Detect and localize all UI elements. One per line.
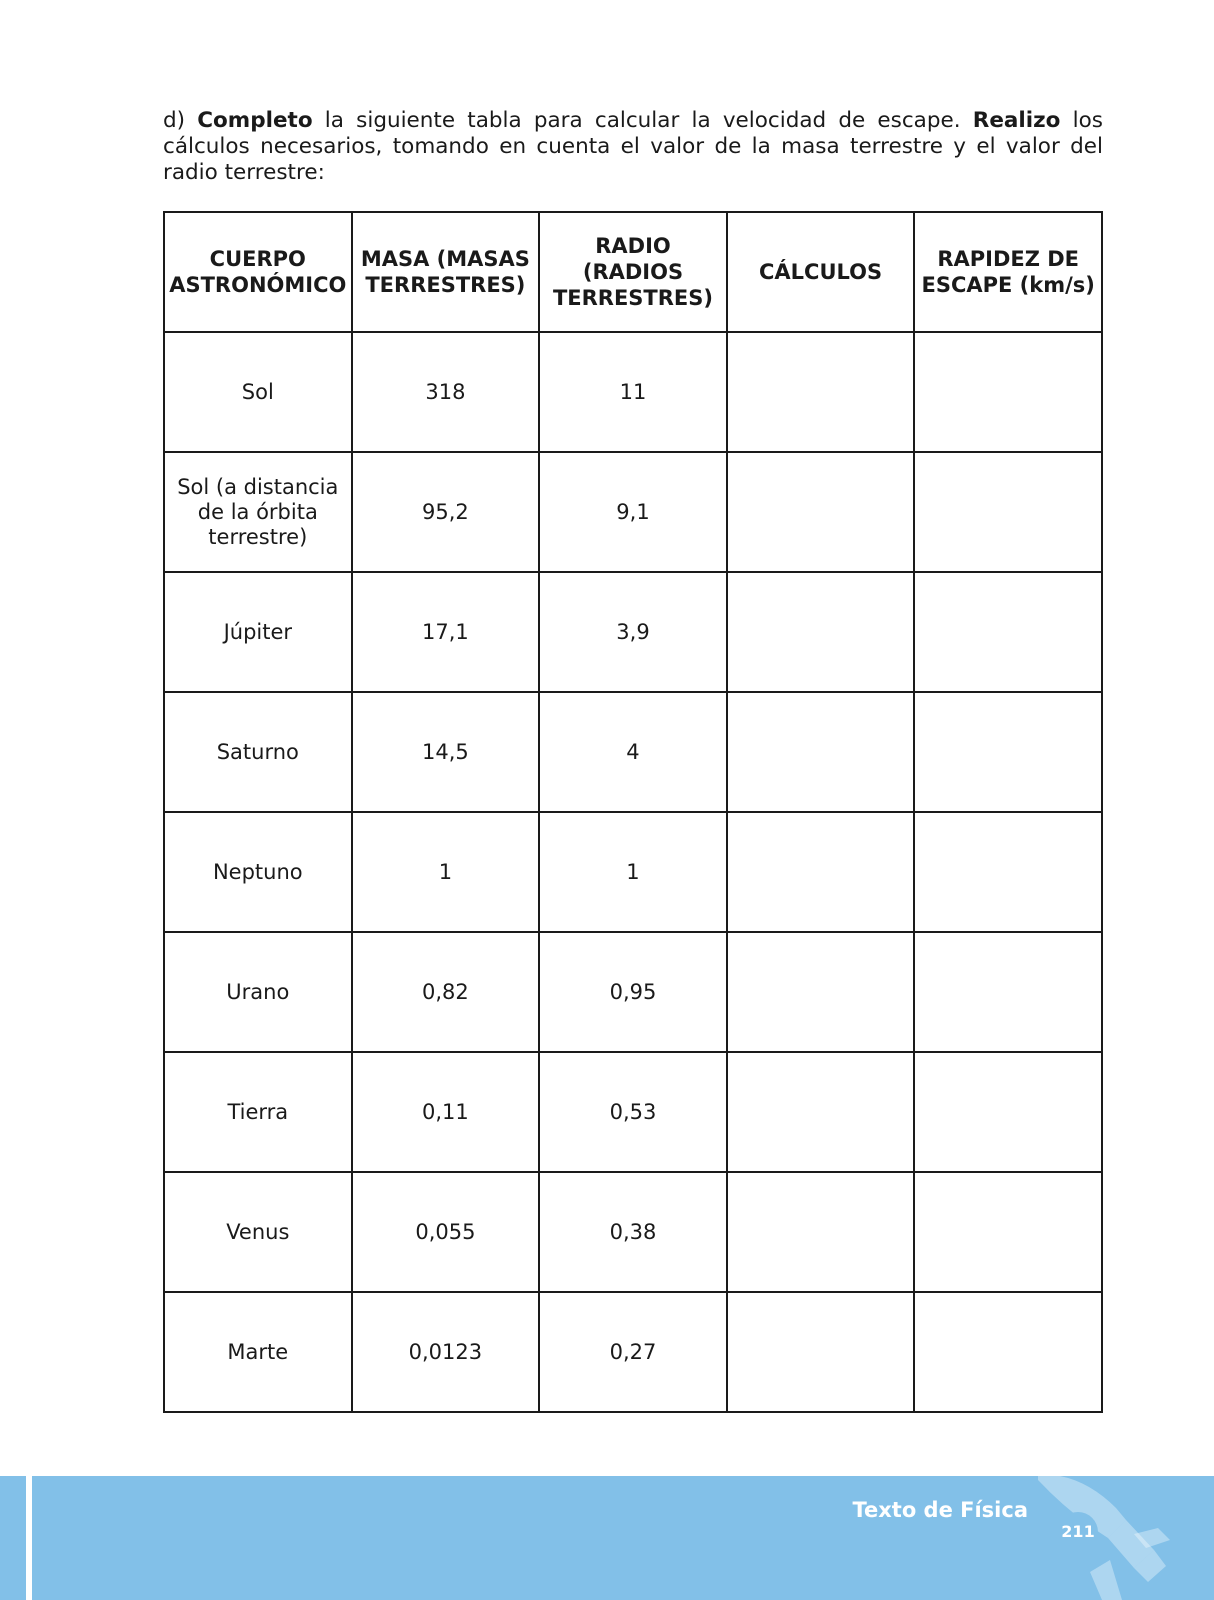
cell-body: Júpiter: [164, 572, 352, 692]
table-row: [164, 692, 1102, 812]
cell-body: Saturno: [164, 692, 352, 812]
cell-calculations[interactable]: [727, 332, 915, 452]
cell-calculations[interactable]: [727, 1052, 915, 1172]
cell-escape-speed[interactable]: [914, 1172, 1102, 1292]
cell-escape-speed[interactable]: [914, 812, 1102, 932]
cell-mass: 318: [352, 332, 540, 452]
cell-radius: 3,9: [539, 572, 727, 692]
cell-body: Tierra: [164, 1052, 352, 1172]
cell-radius: 4: [539, 692, 727, 812]
page-number: 211: [1058, 1512, 1098, 1552]
cell-body: Venus: [164, 1172, 352, 1292]
cell-body: Sol (a distancia de la órbita terrestre): [164, 452, 352, 572]
cell-radius: 0,95: [539, 932, 727, 1052]
cell-escape-speed[interactable]: [914, 1292, 1102, 1412]
item-marker: d): [163, 108, 186, 133]
footer-book-title: Texto de Física: [852, 1498, 1028, 1522]
instruction-part-2: los cálculos necesarios, tomando en cuenta el valor de la masa terrestre y el valor del radio terrestre:: [163, 108, 1103, 185]
cell-calculations[interactable]: [727, 572, 915, 692]
table-row: [164, 572, 1102, 692]
cell-radius: 9,1: [539, 452, 727, 572]
cell-mass: 0,0123: [352, 1292, 540, 1412]
cell-calculations[interactable]: [727, 692, 915, 812]
cell-mass: 0,055: [352, 1172, 540, 1292]
cell-mass: 17,1: [352, 572, 540, 692]
cell-body: Marte: [164, 1292, 352, 1412]
instruction-verb-realizo: Realizo: [972, 108, 1061, 133]
table-row: [164, 932, 1102, 1052]
cell-calculations[interactable]: [727, 812, 915, 932]
cell-escape-speed[interactable]: [914, 332, 1102, 452]
cell-calculations[interactable]: [727, 1172, 915, 1292]
instruction-part-1: la siguiente tabla para calcular la velocidad de escape.: [324, 108, 961, 133]
header-escape-speed: RAPIDEZ DE ESCAPE (km/s): [914, 212, 1102, 332]
table-row: [164, 1172, 1102, 1292]
instruction-verb-completo: Completo: [197, 108, 313, 133]
table-row: [164, 812, 1102, 932]
cell-radius: 11: [539, 332, 727, 452]
cell-radius: 1: [539, 812, 727, 932]
table-header-row: [164, 212, 1102, 332]
cell-body: Neptuno: [164, 812, 352, 932]
rocket-icon: [1030, 1476, 1180, 1600]
cell-mass: 95,2: [352, 452, 540, 572]
cell-calculations[interactable]: [727, 932, 915, 1052]
cell-escape-speed[interactable]: [914, 692, 1102, 812]
footer-stripe: [26, 1476, 32, 1600]
page-footer: [0, 1476, 1214, 1600]
cell-body: Urano: [164, 932, 352, 1052]
cell-calculations[interactable]: [727, 1292, 915, 1412]
cell-radius: 0,53: [539, 1052, 727, 1172]
cell-mass: 14,5: [352, 692, 540, 812]
cell-mass: 1: [352, 812, 540, 932]
table-row: [164, 332, 1102, 452]
cell-escape-speed[interactable]: [914, 452, 1102, 572]
header-mass: MASA (MASAS TERRESTRES): [352, 212, 540, 332]
header-calculations: CÁLCULOS: [727, 212, 915, 332]
cell-radius: 0,27: [539, 1292, 727, 1412]
cell-escape-speed[interactable]: [914, 932, 1102, 1052]
cell-radius: 0,38: [539, 1172, 727, 1292]
escape-velocity-table: [163, 211, 1103, 1413]
table-row: [164, 1292, 1102, 1412]
header-radius: RADIO (RADIOS TERRESTRES): [539, 212, 727, 332]
table-row: [164, 452, 1102, 572]
header-body: CUERPO ASTRONÓMICO: [164, 212, 352, 332]
cell-mass: 0,11: [352, 1052, 540, 1172]
instruction-text: [163, 108, 1103, 186]
cell-mass: 0,82: [352, 932, 540, 1052]
cell-body: Sol: [164, 332, 352, 452]
cell-escape-speed[interactable]: [914, 1052, 1102, 1172]
cell-escape-speed[interactable]: [914, 572, 1102, 692]
table-row: [164, 1052, 1102, 1172]
cell-calculations[interactable]: [727, 452, 915, 572]
